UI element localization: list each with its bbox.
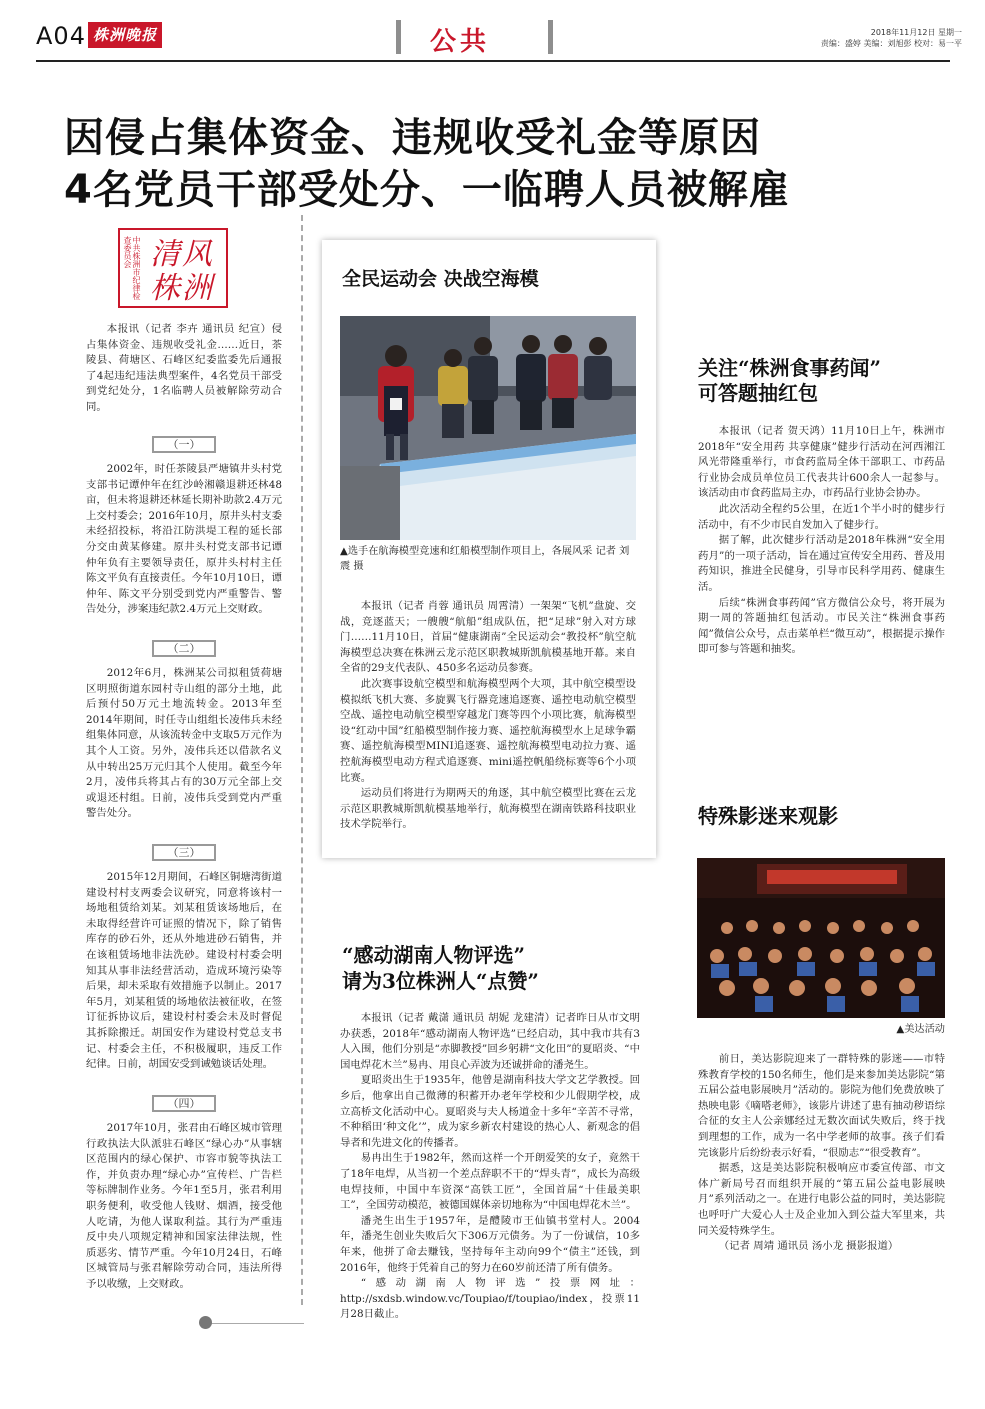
headline-line-1: 因侵占集体资金、违规收受礼金等原因 <box>64 115 761 161</box>
cinema-photo-caption: ▲美达活动 <box>896 1024 945 1035</box>
hunan-paragraph-5: “感动湖南人物评选”投票网址：http://sxdsb.window.vc/Toupiao/f/toupiao/index，投票11月28日截止。 <box>340 1277 640 1321</box>
column-divider <box>301 215 303 1305</box>
top-rule <box>36 60 950 62</box>
cinema-paragraph-1: 前日，美达影院迎来了一群特殊的影迷——市特殊教育学校的150名师生，他们是来参加美达影院“第五届公益电影展映月”活动的。影院为他们免费放映了热映电影《嘀嗒老师》，该影片讲述了患有抽动秽语综合征的女主人公亲娜经过无数次面试失败后，终于找到理想的工作，成为一名中学老师的故事。孩子们看完该影片后纷纷表示好看，“很励志”“很受教育”。 <box>698 1053 945 1159</box>
hunan-paragraph-2: 夏昭炎出生于1935年，他曾是湖南科技大学文艺学教授。回乡后，他拿出自己微薄的积蓄开办老年学校和少儿假期学校，成立高桥文化活动中心。夏昭炎与夫人杨道金十多年“辛苦不寻常，不种稻田‘种文化’”，成为家乡新农村建设的热心人、新观念的倡导者和先进文化的传播者。 <box>340 1074 640 1149</box>
food-drug-title-line-1: 关注“株洲食事药闻” <box>698 356 882 380</box>
left-article-intro <box>86 322 282 416</box>
sports-paragraph-3: 运动员们将进行为期两天的角逐，其中航空模型比赛在云龙示范区职教城斯凯航模基地举行，航海模型在湖南铁路科技职业技术学院举行。 <box>340 787 636 831</box>
intro-paragraph: 本报讯（记者 李卉 通讯员 纪宣）侵占集体资金、违规收受礼金……近日，茶陵县、荷塘区、石峰区纪委监委先后通报了4起违纪违法典型案件，4名党员干部受到党纪处分，1名临聘人员被解除劳动合同。 <box>86 323 282 413</box>
food-drug-paragraph-1: 本报讯（记者 贺天鸿）11月10日上午，株洲市2018年“安全用药 共享健康”健步行活动在河西湘江风光带隆重举行，市食药监局全体干部职工、市药品行业协会成员单位员工代表共计600余人一起参与。该活动由市食药监局主办，市药品行业协会协办。 <box>698 425 945 500</box>
hunan-paragraph-4: 潘尧生出生于1957年，是醴陵市王仙镇书堂村人。2004年，潘尧生创业失败后欠下306万元债务。为了一份诚信，10多年来，他拼了命去赚钱，坚持每年主动向99个“债主”还钱，到2016年，他终于凭着自己的努力在60岁前还清了所有债务。 <box>340 1214 640 1274</box>
cinema-paragraph-2: 据悉，这是美达影院积极响应市委宣传部、市文体广新局号召而组织开展的“第五届公益电影展映月”系列活动之一。在进行电影公益的同时，美达影院也呼吁广大爱心人士及企业加入到公益大军里来，共同关爱特殊学生。 <box>698 1162 945 1237</box>
cinema-byline: （记者 周靖 通讯员 汤小龙 摄影报道） <box>718 1240 899 1253</box>
cinema-body <box>698 1052 945 1255</box>
section-heading-3: （三） <box>152 844 216 861</box>
section-heading-4: （四） <box>152 1095 216 1112</box>
qingfeng-seal <box>118 228 228 308</box>
food-drug-paragraph-3: 据了解，此次健步行活动是2018年株洲“安全用药月”的一项子活动，旨在通过宣传安全用药、普及用药知识，推进全民健身，引导市民科学用药、健康生活。 <box>698 534 945 593</box>
section-paragraph: 2002年，时任茶陵县严塘镇井头村党支部书记谭仲年在红沙岭湘赣退耕还林48亩，但未将退耕还林延长期补助款2.4万元上交村委会；2016年10月，原井头村支委未经招投标，将沿江防洪堤工程的延长部分交由黄某修建。原井头村党支部书记谭仲年负有主要领导责任，原井头村村主任陈文平负有直接责任。今年10月10日，谭仲年、陈文平分别受到党内严重警告、警告处分，涉案违纪款2.4万元上交财政。 <box>86 463 282 616</box>
section-paragraph: 2017年10月，张君由石峰区城市管理行政执法大队派驻石峰区“绿心办”从事辖区范围内的绿心保护、市容市貌等执法工作，并负责办理“绿心办”宣传栏、广告栏等标牌制作业务。今年1至5月，张君利用职务便利，收受他人钱财、烟酒，接受他人吃请，为他人谋取利益。其行为严重违反中央八项规定精神和国家法律法规，性质恶劣、情节严重。今年10月24日，石峰区城管局与张君解除劳动合同，违法所得予以收缴，上交财政。 <box>86 1122 282 1290</box>
food-drug-title-line-2: 可答题抽红包 <box>698 381 818 405</box>
page-number: A04 <box>36 22 86 50</box>
masthead-divider-left <box>396 20 401 54</box>
masthead-info <box>772 27 962 49</box>
food-drug-paragraph-4: 后续“株洲食事药闻”官方微信公众号，将开展为期一周的答题抽红包活动。市民关注“株洲食事药闻”微信公众号，点击菜单栏“微互动”，根据提示操作即可参与答题和抽奖。 <box>698 596 945 656</box>
hunan-figures-body <box>340 1011 640 1323</box>
newspaper-logo: 株洲晚报 <box>88 22 162 48</box>
bottom-rule <box>210 1323 304 1324</box>
masthead-divider-right <box>548 20 553 54</box>
section-heading-2: （二） <box>152 640 216 657</box>
section-body-4 <box>86 1121 282 1293</box>
section-body-1 <box>86 462 282 618</box>
hunan-figures-title-line-2: 请为3位株洲人“点赞” <box>342 969 539 993</box>
hunan-figures-title-line-1: “感动湖南人物评选” <box>342 943 526 967</box>
food-drug-paragraph-2: 此次活动全程约5公里，在近1个半小时的健步行活动中，有不少市民自发加入了健步行。 <box>698 502 945 531</box>
food-drug-body <box>698 424 945 658</box>
section-body-2 <box>86 666 282 822</box>
section-paragraph: 2015年12月期间，石峰区铜塘湾街道建设村村支两委会议研究，同意将该村一场地租赁给刘某。刘某租赁该场地后，在未取得经营许可证照的情况下，除了销售库存的砂石外，还从外地进砂石销售，并在该租赁场地非法洗砂。建设村村委会明知其从事非法经营活动，造成环境污染等后果，却未采取有效措施予以制止。2017年5月，刘某租赁的场地依法被征收，在签订征拆协议后，建设村村委会未及时督促其拆除搬迁。胡国安作为建设村党总支书记、村委会主任，不积极履职，违反工作纪律。日前，胡国安受到诫勉谈话处理。 <box>86 871 282 1071</box>
model-racing-caption: ▲选手在航海模型竞速和红船模型制作项目上，各展风采 记者 刘震 摄 <box>340 546 630 572</box>
section-paragraph: 2012年6月，株洲某公司拟租赁荷塘区明照街道东园村寺山组的部分土地，此后预付50万元土地流转金。2013年至2014年期间，时任寺山组组长凌伟兵未经组集体同意，从该流转金中支取5万元作为其个人工资。另外，凌伟兵还以借款名义从中转出25万元归其个人使用。截至今年2月，凌伟兵将其占有的30万元全部上交或退还村组。日前，凌伟兵受到党内严重警告处分。 <box>86 667 282 820</box>
hunan-paragraph-3: 易冉出生于1982年，然而这样一个开朗爱笑的女子，竟然干了18年电焊，从当初一个差点辞职不干的“焊头青”，成长为高级电焊技师，中国中车资深“高铁工匠”，全国首届“十佳最美职工”，全国劳动模范，被德国媒体亲切地称为“中国电焊花木兰”。 <box>340 1152 640 1212</box>
hunan-paragraph-1: 本报讯（记者 戴潇 通讯员 胡妮 龙建清）记者昨日从市文明办获悉，2018年“感动湖南人物评选”已经启动，其中我市共有3人入围，他们分别是“赤脚教授”回乡躬耕“文化田”的夏昭炎、“中国电焊花木兰”易冉、用良心弄波为还诚拼命的潘尧生。 <box>340 1012 640 1071</box>
sports-paragraph-2: 此次赛事设航空模型和航海模型两个大项，其中航空模型设模拟纸飞机大赛、多旋翼飞行器竞速追逐赛、遥控电动航空模型空战、遥控电动航空模型穿越龙门赛等四个小项比赛，航海模型设“红动中国”红船模型制作接力赛、遥控航海模型水上足球争霸赛、遥控航海模型MINI追逐赛、遥控航海模型电动拉力赛、遥控航海模型电动方程式追逐赛、mini遥控帆船绕标赛等6个小项比赛。 <box>340 677 636 784</box>
editor-line: 责编：盛婷 美编：刘旭彭 校对：易一平 <box>820 39 962 48</box>
section-heading-1: （一） <box>152 436 216 453</box>
seal-side-text: 中共株洲市纪律检查委员会 <box>123 236 141 300</box>
divider-dot <box>199 1316 212 1329</box>
hunan-figures-title <box>342 942 642 994</box>
section-body-3 <box>86 870 282 1073</box>
section-title: 公共 <box>430 27 491 57</box>
sports-paragraph-1: 本报讯（记者 肖蓉 通讯员 周霄清）一架架“飞机”盘旋、交战，竞逐蓝天；一艘艘“航船”组成队伍，把“足球”射入对方球门……11月10日，首届“健康湖南”全民运动会“教投杯”航空航海模型总决赛在株洲云龙示范区职教城斯凯航模基地开幕。来自全省的29支代表队、450多名运动员参赛。 <box>340 600 636 675</box>
cinema-photo <box>697 858 945 1018</box>
headline-line-2: 4名党员干部受处分、一临聘人员被解雇 <box>64 167 790 213</box>
seal-main-text: 清风株洲 <box>150 237 214 306</box>
model-racing-photo <box>340 316 636 540</box>
sports-article-title: 全民运动会 决战空海模 <box>342 268 539 290</box>
cinema-title: 特殊影迷来观影 <box>698 804 838 828</box>
sports-article-body <box>340 599 636 833</box>
food-drug-title <box>698 356 938 406</box>
date-line: 2018年11月12日 星期一 <box>870 28 962 37</box>
